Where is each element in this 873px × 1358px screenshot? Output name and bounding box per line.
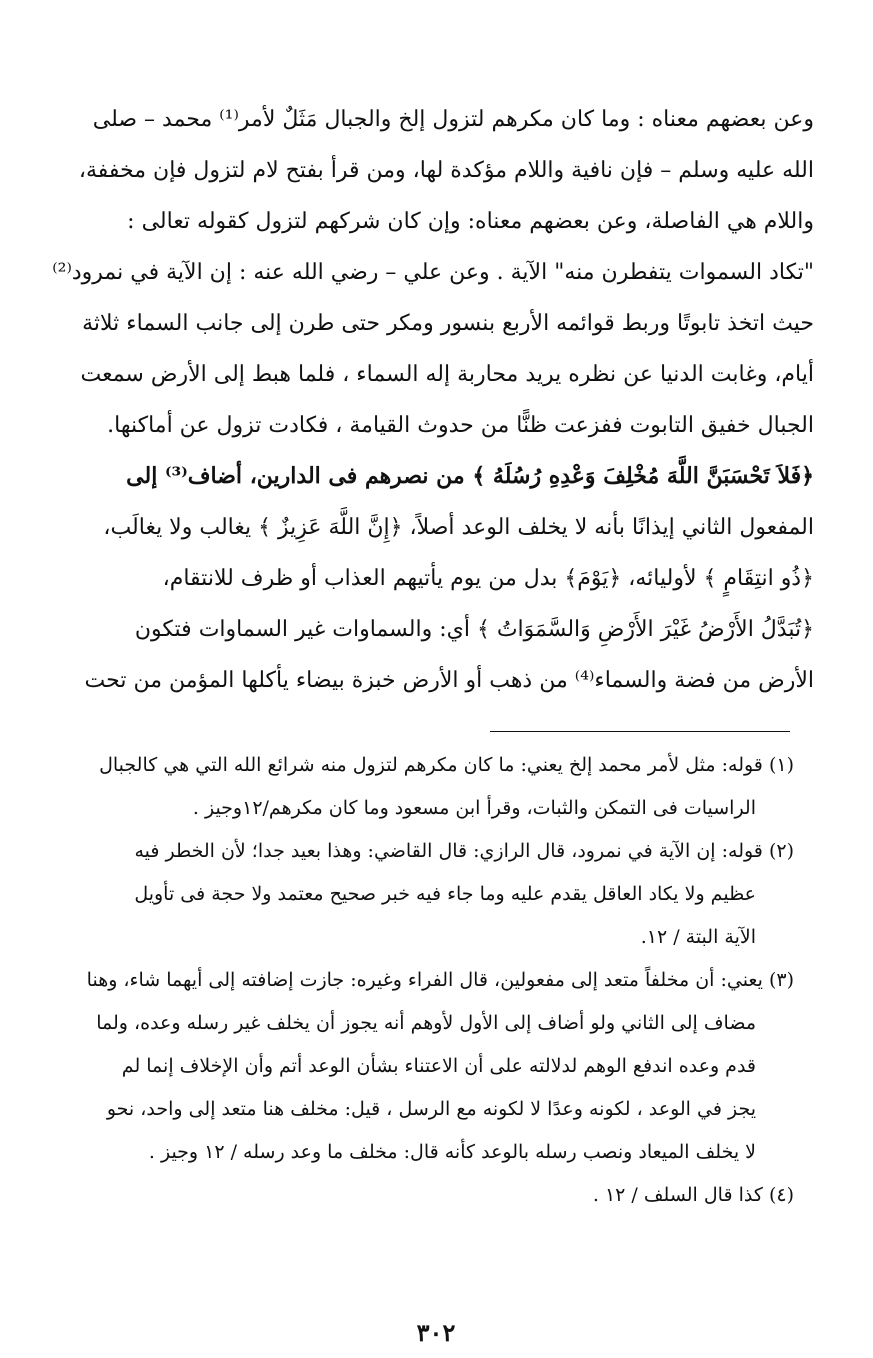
page-number: ٣٠٢ xyxy=(416,1318,456,1347)
text-line: ﴿تُبَدَّلُ الأَرْضُ غَيْرَ الأَرْضِ وَالسَّمَوَاتُ ﴾ أي: والسماوات غير السماوات فتكون xyxy=(134,617,814,642)
footnote-line: الآية البتة / ١٢. xyxy=(640,926,756,948)
footnote-marker: (٣) xyxy=(768,969,794,991)
text-line: واللام هي الفاصلة، وعن بعضهم معناه: وإن كان شركهم لتزول كقوله تعالى : xyxy=(127,209,814,234)
footnote-line xyxy=(50,1174,794,1217)
footnote-2 xyxy=(50,830,794,959)
text-line: "تكاد السموات يتفطرن منه" الآية . وعن علي – رضي الله عنه : إن الآية في نمرود⁽²⁾ xyxy=(52,260,814,285)
footnote-separator xyxy=(490,731,790,732)
footnote-text: قوله: إن الآية في نمرود، قال الرازي: قال القاضي: وهذا بعيد جدا؛ لأن الخطر فيه xyxy=(134,840,763,862)
text-line: الجبال خفيق التابوت ففزعت ظنًّا من حدوث القيامة ، فكادت تزول عن أماكنها. xyxy=(107,413,814,438)
footnote-marker: (٤) xyxy=(768,1184,794,1206)
footnote-line xyxy=(50,744,794,787)
footnote-line: الراسيات فى التمكن والثبات، وقرأ ابن مسعود وما كان مكرهم/١٢وجيز . xyxy=(192,797,756,819)
footnote-line: مضاف إلى الثاني ولو أضاف إلى الأول لأوهم أنه يجوز أن يخلف غير رسله وعده، ولما xyxy=(96,1012,756,1034)
footnote-marker: (١) xyxy=(768,754,794,776)
footnote-marker: (٢) xyxy=(768,840,794,862)
footnote-line: لا يخلف الميعاد ونصب رسله بالوعد كأنه قال: مخلف ما وعد رسله / ١٢ وجيز . xyxy=(148,1141,756,1163)
footnote-3 xyxy=(50,959,794,1174)
text-line: الأرض من فضة والسماء⁽⁴⁾ من ذهب أو الأرض خبزة بيضاء يأكلها المؤمن من تحت xyxy=(84,668,814,693)
footnotes xyxy=(50,744,794,1217)
footnote-4 xyxy=(50,1174,794,1217)
footnote-line: يجز في الوعد ، لكونه وعدًا لا لكونه مع الرسل ، قيل: مخلف هنا متعد إلى واحد، نحو xyxy=(106,1098,756,1120)
text-line: المفعول الثاني إيذانًا بأنه لا يخلف الوعد أصلاً، ﴿إِنَّ اللَّهَ عَزِيزٌ ﴾ يغالب ولا يغالَب، xyxy=(103,515,814,540)
footnote-line: قدم وعده اندفع الوهم لدلالته على أن الاعتناء بشأن الوعد أتم وأن الإخلاف إنما لم xyxy=(121,1055,756,1077)
text-line: الله عليه وسلم – فإن نافية واللام مؤكدة لها، ومن قرأ بفتح لام لتزول فإن مخففة، xyxy=(78,158,814,183)
main-text xyxy=(52,94,814,706)
text-line: ﴿ذُو انتِقَامٍ ﴾ لأوليائه، ﴿يَوْمَ﴾ بدل من يوم يأتيهم العذاب أو ظرف للانتقام، xyxy=(162,566,814,591)
footnote-1 xyxy=(50,744,794,830)
text-line: حيث اتخذ تابوتًا وربط قوائمه الأربع بنسور ومكر حتى طرن إلى جانب السماء ثلاثة xyxy=(82,311,814,336)
footnote-text: قوله: مثل لأمر محمد إلخ يعني: ما كان مكرهم لتزول منه شرائع الله التي هي كالجبال xyxy=(99,754,763,776)
text-line: وعن بعضهم معناه : وما كان مكرهم لتزول إلخ والجبال مَثَلٌ لأمر⁽¹⁾ محمد – صلى xyxy=(92,107,814,132)
text-line: ﴿فَلاَ تَحْسَبَنَّ اللَّهَ مُخْلِفَ وَعْدِهِ رُسُلَهُ ﴾ من نصرهم فى الدارين، أضاف⁽³⁾ إلى xyxy=(126,463,814,489)
text-line: أيام، وغابت الدنيا عن نظره يريد محاربة إله السماء ، فلما هبط إلى الأرض سمعت xyxy=(80,362,814,387)
footnote-line: عظيم ولا يكاد العاقل يقدم عليه وما جاء فيه خبر صحيح معتمد ولا حجة فى تأويل xyxy=(134,883,756,905)
footnote-line xyxy=(50,830,794,873)
footnote-text: كذا قال السلف / ١٢ . xyxy=(592,1184,763,1206)
footnote-text: يعني: أن مخلفاً متعد إلى مفعولين، قال الفراء وغيره: جازت إضافته إلى أيهما شاء، وهنا xyxy=(86,969,763,991)
footnote-line xyxy=(50,959,794,1002)
